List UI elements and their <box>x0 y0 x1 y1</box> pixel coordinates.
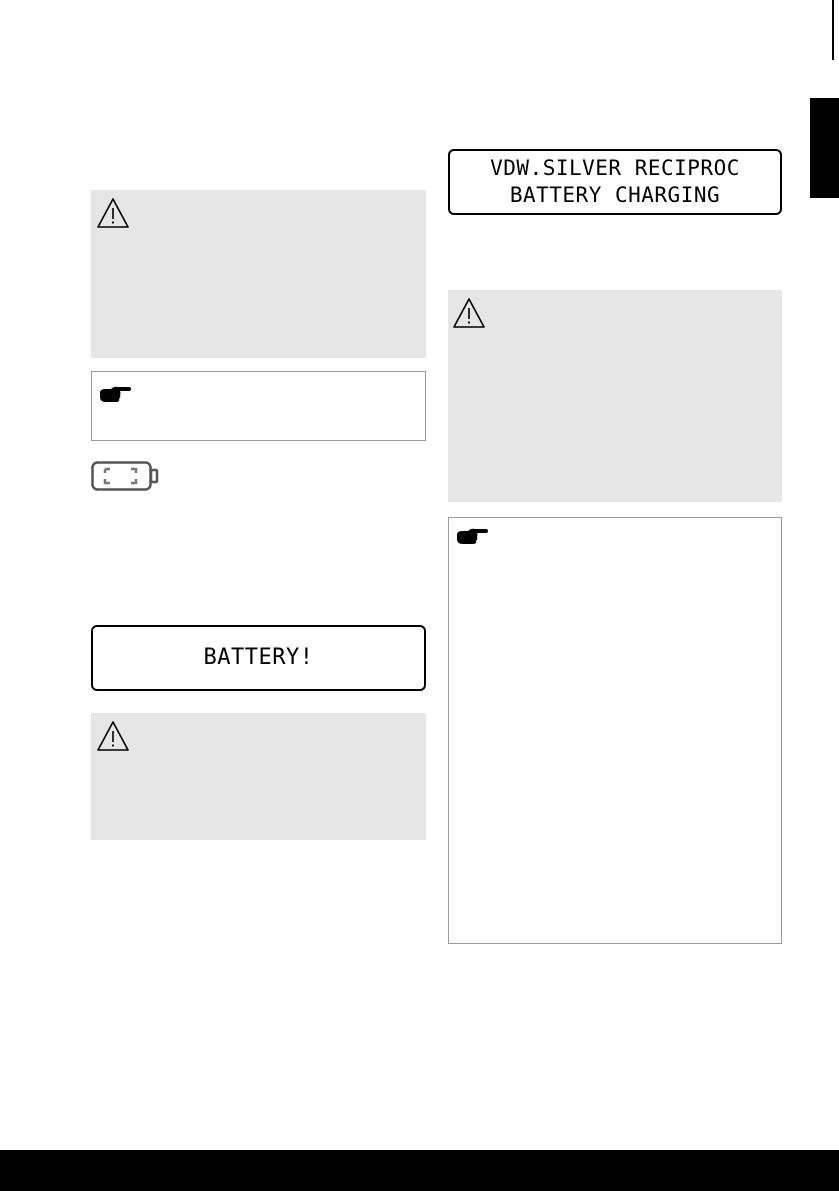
warning-callout-1 <box>91 190 426 358</box>
display-battery-charging <box>448 149 782 215</box>
display-line-2: BATTERY CHARGING <box>509 183 721 207</box>
note-callout-1 <box>91 371 426 441</box>
footer-bar <box>0 1150 839 1191</box>
display-battery-warning <box>91 625 426 691</box>
pointing-hand-icon <box>98 384 132 406</box>
note-callout-2 <box>448 517 782 944</box>
warning-triangle-icon <box>95 719 131 753</box>
warning-triangle-icon <box>451 296 487 330</box>
warning-callout-2 <box>91 713 426 840</box>
trim-line <box>832 0 834 60</box>
display-line-1: BATTERY! <box>203 644 314 670</box>
warning-triangle-icon <box>95 196 131 230</box>
warning-callout-3 <box>448 290 782 502</box>
battery-empty-icon <box>91 461 159 491</box>
pointing-hand-icon <box>455 526 489 548</box>
section-tab <box>810 98 839 198</box>
display-line-1: VDW.SILVER RECIPROC <box>490 155 740 180</box>
